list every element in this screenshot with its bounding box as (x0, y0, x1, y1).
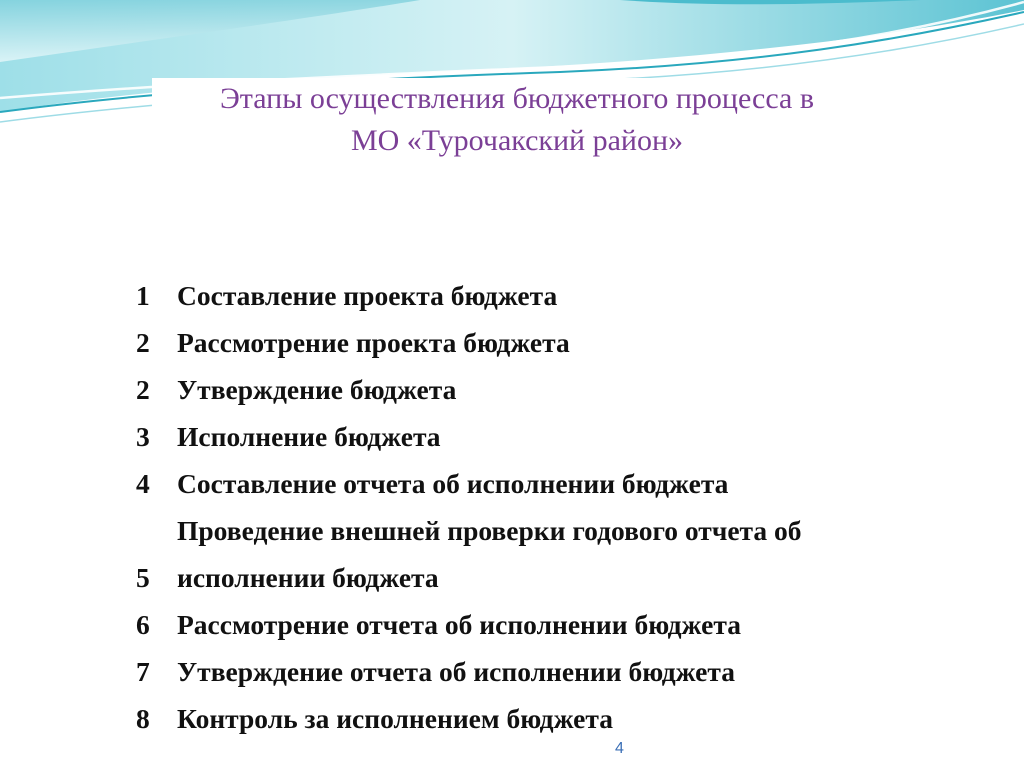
page-number: 4 (615, 740, 624, 757)
item-text: Контроль за исполнением бюджета (177, 703, 613, 734)
stages-list (128, 222, 958, 746)
item-number: 3 (136, 421, 150, 452)
slide-title-line2: МО «Турочакский район» (350, 124, 684, 157)
item-text: исполнении бюджета (177, 562, 439, 593)
item-text: Рассмотрение отчета об исполнении бюджета (177, 609, 741, 640)
item-text: Утверждение бюджета (177, 374, 457, 405)
item-text: Составление отчета об исполнении бюджета (177, 468, 729, 499)
item-text: Проведение внешней проверки годового отчета об (177, 515, 802, 546)
item-text: Исполнение бюджета (177, 421, 441, 452)
item-number: 7 (136, 656, 150, 687)
item-number: 8 (136, 703, 150, 734)
title-box (152, 78, 882, 170)
slide-title-line1: Этапы осуществления бюджетного процесса в (219, 82, 815, 115)
item-number: 2 (136, 374, 150, 405)
item-text: Рассмотрение проекта бюджета (177, 327, 570, 358)
item-text: Утверждение отчета об исполнении бюджета (177, 656, 735, 687)
item-number: 6 (136, 609, 150, 640)
item-number: 5 (136, 562, 150, 593)
item-number: 1 (136, 280, 150, 311)
item-number: 4 (136, 468, 150, 499)
item-number: 2 (136, 327, 150, 358)
item-text: Составление проекта бюджета (177, 280, 558, 311)
